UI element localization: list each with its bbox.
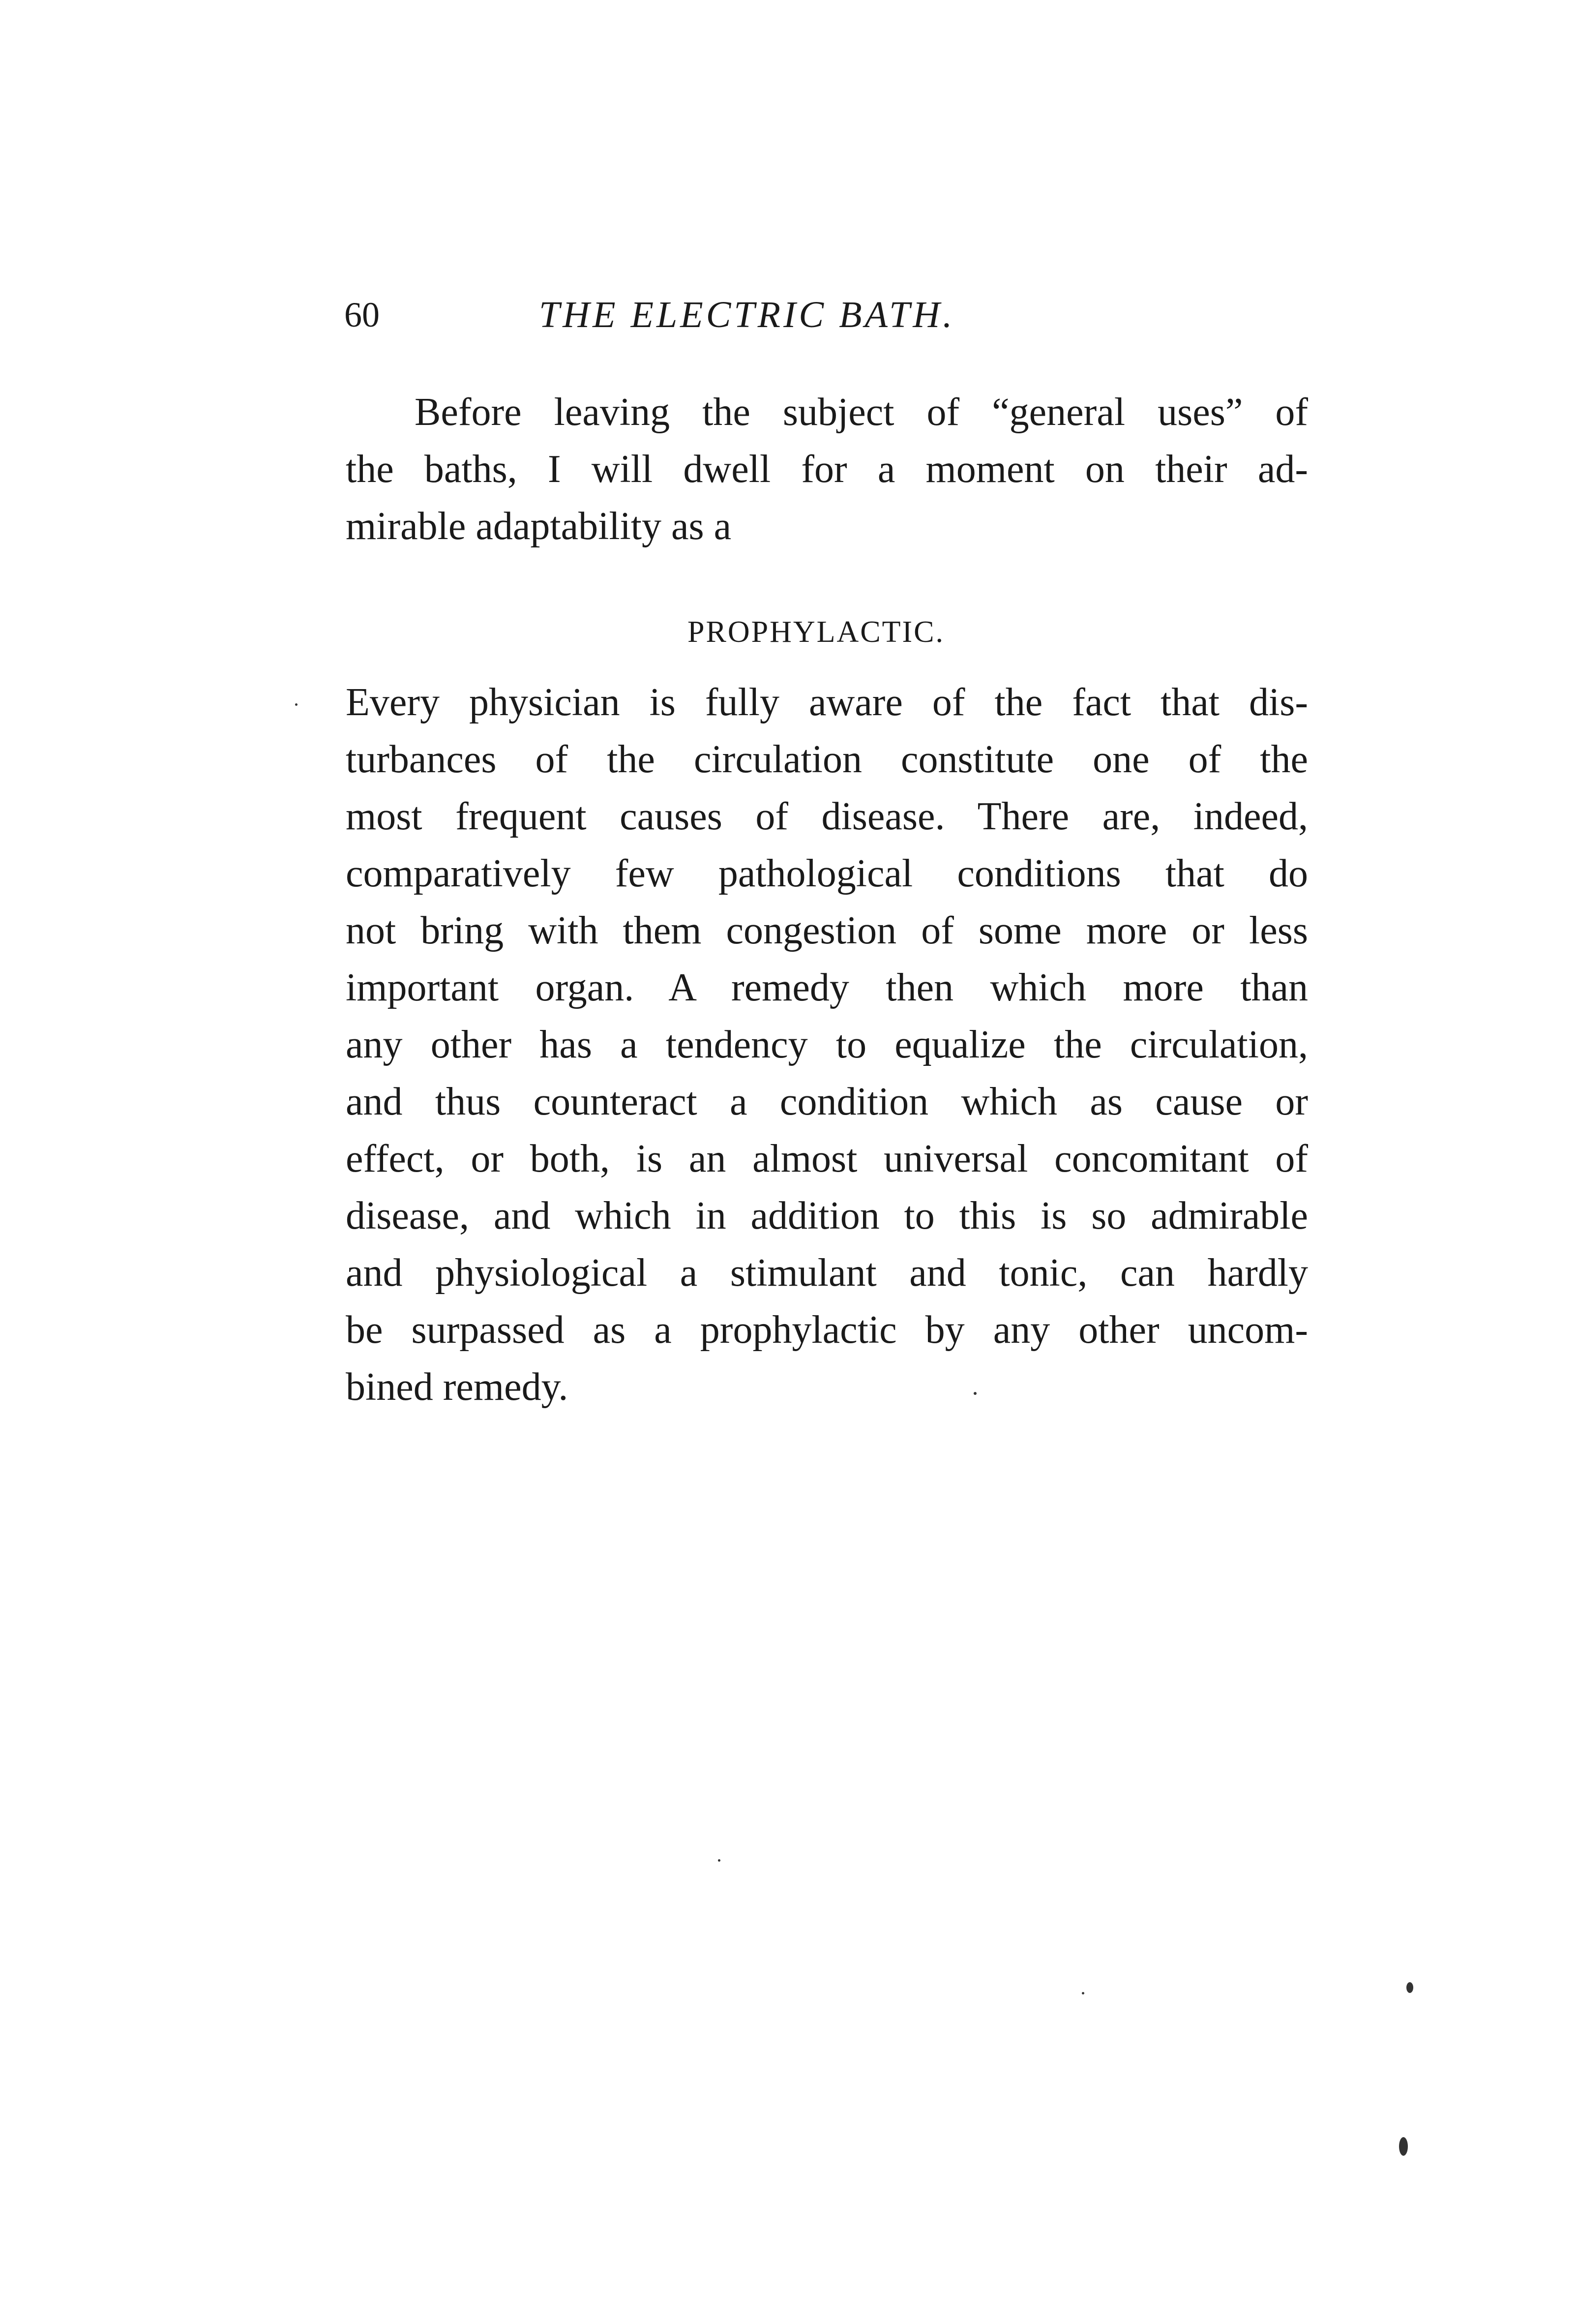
paragraph-line: and thus counteract a condition which as cause or	[346, 1080, 1308, 1123]
paragraph-line: disease, and which in addition to this is so admirable	[346, 1194, 1308, 1237]
paragraph-line: not bring with them congestion of some more or less	[346, 909, 1308, 952]
paragraph-line: mirable adaptability as a	[346, 505, 732, 548]
paragraph-line: most frequent causes of disease. There are, indeed,	[346, 795, 1308, 838]
paragraph-line: comparatively few pathological conditions that do	[346, 852, 1308, 895]
paragraph-line: effect, or both, is an almost universal concomitant of	[346, 1137, 1308, 1180]
paragraph-line: turbances of the circulation constitute one of the	[346, 738, 1308, 781]
paragraph-line: any other has a tendency to equalize the circulation,	[346, 1023, 1308, 1066]
paragraph-line: Before leaving the subject of “general uses” of	[415, 391, 1308, 434]
paragraph-line: be surpassed as a prophylactic by any other uncom-	[346, 1308, 1308, 1352]
paragraph-line: and physiological a stimulant and tonic, can hardly	[346, 1251, 1308, 1295]
running-title: THE ELECTRIC BATH.	[539, 294, 955, 335]
scan-speck	[718, 1859, 720, 1862]
scan-speck	[1082, 1992, 1084, 1994]
paragraph-line: important organ. A remedy then which more than	[346, 966, 1308, 1009]
paragraph-line: Every physician is fully aware of the fact that dis-	[346, 681, 1308, 724]
scan-speck	[974, 1392, 977, 1395]
scan-speck	[1399, 2137, 1408, 2156]
main-paragraph	[346, 674, 1308, 1416]
paragraph-line: bined remedy.	[346, 1365, 568, 1409]
intro-paragraph	[346, 384, 1308, 555]
page-number: 60	[344, 295, 380, 334]
scan-speck	[295, 703, 298, 706]
section-heading: PROPHYLACTIC.	[687, 615, 945, 649]
scan-speck	[1406, 1982, 1413, 1993]
running-head	[344, 290, 1170, 344]
paragraph-line: the baths, I will dwell for a moment on their ad-	[346, 448, 1308, 491]
